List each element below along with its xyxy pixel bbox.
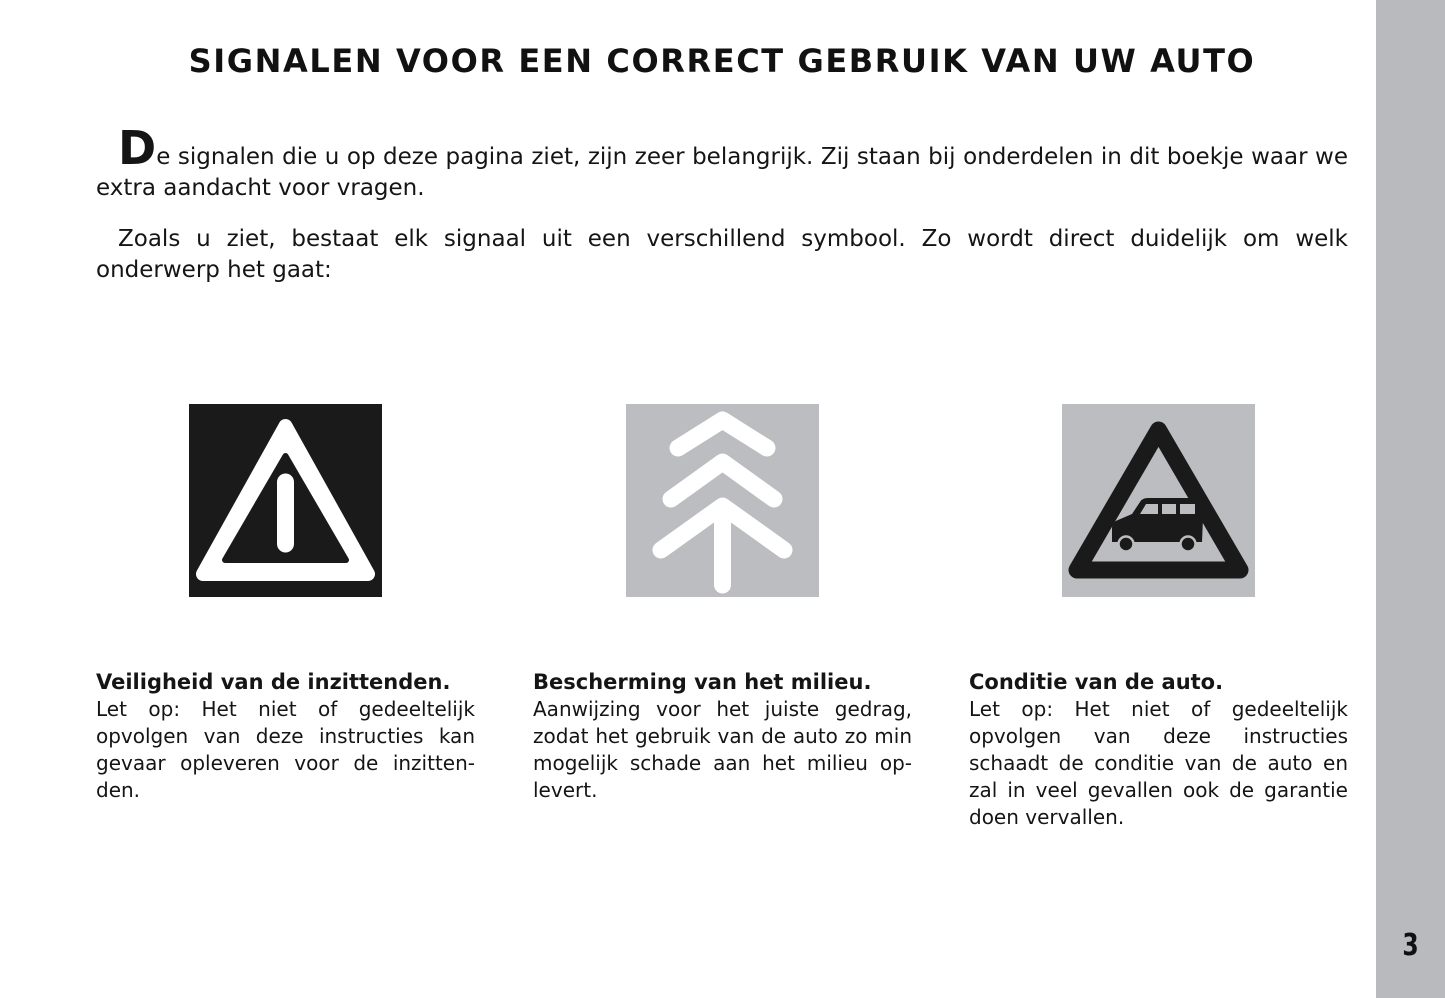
signal-text: Let op: Het niet of gedeeltelijk opvolgen van deze instructies kan gevaar opleveren voor de inzittenden. bbox=[96, 697, 475, 802]
signal-heading: Conditie van de auto. bbox=[969, 670, 1224, 694]
signal-text: Aanwijzing voor het juiste gedrag, zodat het gebruik van de auto zo min mogelijk schade aan het milieu oplevert. bbox=[533, 697, 912, 802]
car-triangle-icon bbox=[1062, 404, 1255, 597]
page-title: SIGNALEN VOOR EEN CORRECT GEBRUIK VAN UW AUTO bbox=[188, 42, 1256, 80]
signal-text: Let op: Het niet of gedeeltelijk opvolgen van deze instructies schaadt de conditie van de auto en zal in veel gevallen ook de garantie doen vervallen. bbox=[969, 697, 1348, 829]
warning-triangle-icon bbox=[189, 404, 382, 597]
signal-heading: Veiligheid van de inzittenden. bbox=[96, 670, 451, 694]
environment-tree-icon bbox=[626, 404, 819, 597]
signal-description-environment bbox=[533, 668, 912, 804]
intro-paragraph-2 bbox=[96, 224, 1348, 286]
intro-paragraph-1-text: e signalen die u op deze pagina ziet, zijn zeer belangrijk. Zij staan bij onderdelen in dit boekje waar we extra aandacht voor vragen. bbox=[96, 144, 1348, 201]
page-side-tab bbox=[1376, 0, 1445, 998]
drop-cap: D bbox=[118, 121, 157, 175]
signal-description-car-condition bbox=[969, 668, 1348, 831]
intro-paragraph-1 bbox=[96, 121, 1348, 204]
intro-paragraph-2-text: Zoals u ziet, bestaat elk signaal uit een verschillend symbool. Zo wordt direct duidelijk om welk onderwerp het gaat: bbox=[96, 226, 1348, 283]
page-number: 3 bbox=[1402, 928, 1419, 963]
signal-description-safety bbox=[96, 668, 475, 804]
signal-heading: Bescherming van het milieu. bbox=[533, 670, 872, 694]
